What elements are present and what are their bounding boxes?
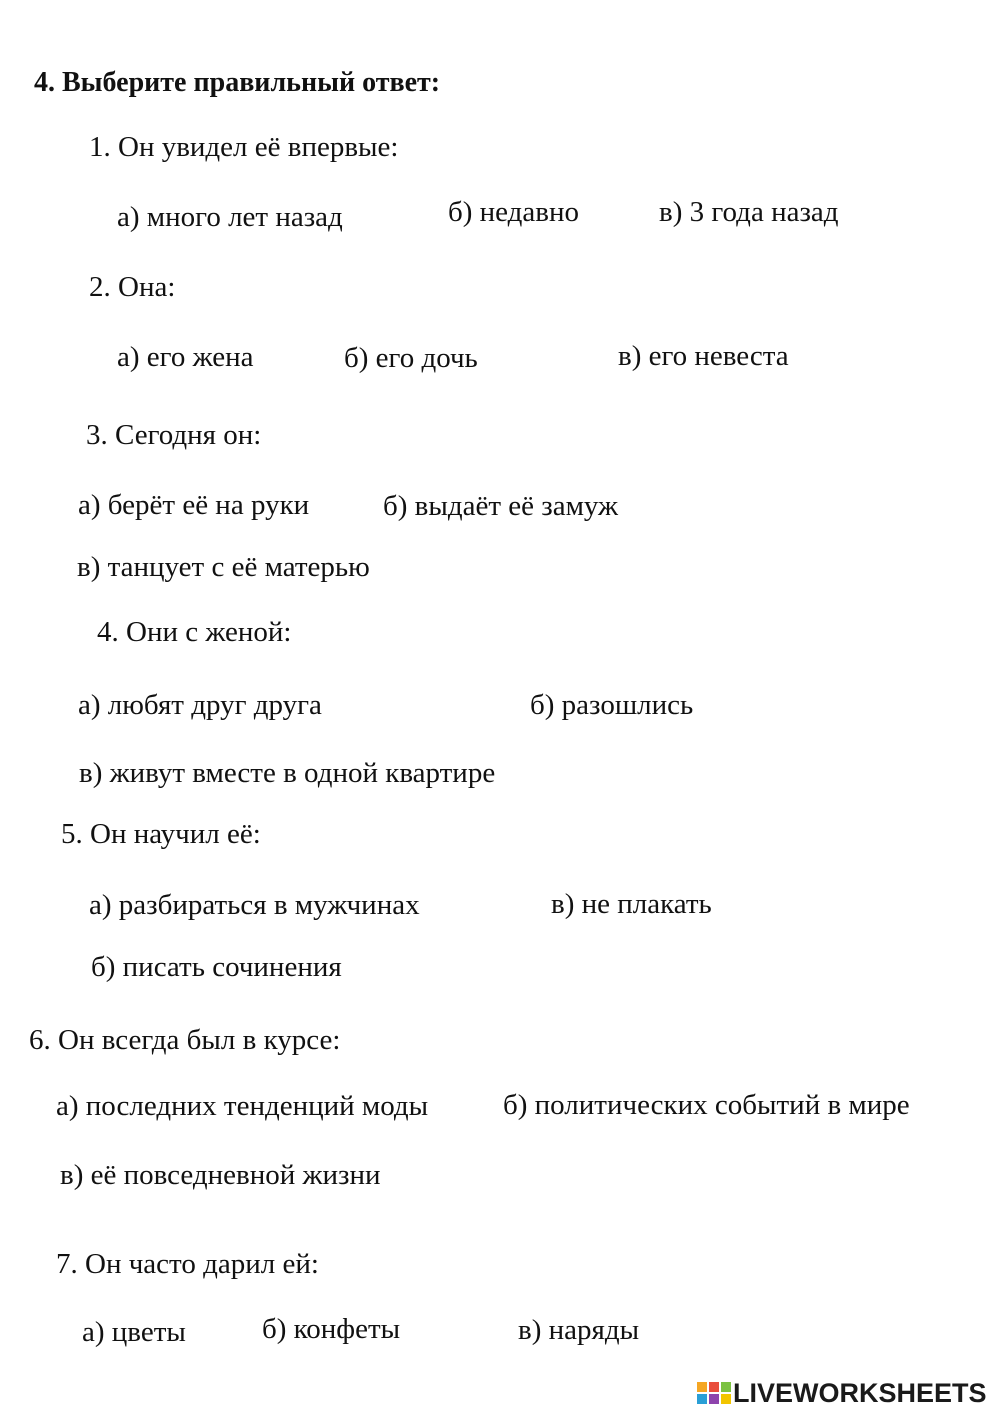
question-1-option-c[interactable]: в) 3 года назад bbox=[659, 196, 839, 228]
liveworksheets-logo bbox=[697, 1377, 987, 1409]
question-2-option-b[interactable]: б) его дочь bbox=[344, 342, 478, 374]
question-3-option-b[interactable]: б) выдаёт её замуж bbox=[383, 490, 619, 522]
logo-square bbox=[709, 1394, 719, 1404]
question-5-option-b[interactable]: б) писать сочинения bbox=[91, 951, 342, 983]
question-4-option-b[interactable]: б) разошлись bbox=[530, 689, 694, 721]
logo-square bbox=[697, 1394, 707, 1404]
question-1-option-b[interactable]: б) недавно bbox=[448, 196, 580, 228]
question-5-prompt: 5. Он научил её: bbox=[61, 818, 261, 850]
question-1-option-a[interactable]: а) много лет назад bbox=[117, 201, 343, 233]
question-4-prompt: 4. Они с женой: bbox=[97, 616, 292, 648]
question-2-option-a[interactable]: а) его жена bbox=[117, 341, 254, 373]
question-6-option-a[interactable]: а) последних тенденций моды bbox=[56, 1090, 429, 1122]
logo-square bbox=[697, 1382, 707, 1392]
question-3-option-c[interactable]: в) танцует с её матерью bbox=[77, 551, 370, 583]
question-6-option-b[interactable]: б) политических событий в мире bbox=[503, 1089, 910, 1121]
question-2-option-c[interactable]: в) его невеста bbox=[618, 340, 789, 372]
question-7-option-a[interactable]: а) цветы bbox=[82, 1316, 186, 1348]
question-6-prompt: 6. Он всегда был в курсе: bbox=[29, 1024, 341, 1056]
question-6-option-c[interactable]: в) её повседневной жизни bbox=[60, 1159, 381, 1191]
question-3-option-a[interactable]: а) берёт её на руки bbox=[78, 489, 310, 521]
question-5-option-c[interactable]: в) не плакать bbox=[551, 888, 712, 920]
task-title: 4. Выберите правильный ответ: bbox=[34, 67, 441, 98]
logo-square bbox=[709, 1382, 719, 1392]
question-7-option-c[interactable]: в) наряды bbox=[518, 1314, 640, 1346]
question-4-option-c[interactable]: в) живут вместе в одной квартире bbox=[79, 757, 496, 789]
logo-square bbox=[721, 1382, 731, 1392]
logo-square bbox=[721, 1394, 731, 1404]
question-2-prompt: 2. Она: bbox=[89, 271, 176, 303]
question-4-option-a[interactable]: а) любят друг друга bbox=[78, 689, 322, 721]
question-7-option-b[interactable]: б) конфеты bbox=[262, 1313, 401, 1345]
question-3-prompt: 3. Сегодня он: bbox=[86, 419, 262, 451]
question-1-prompt: 1. Он увидел её впервые: bbox=[89, 131, 399, 163]
question-5-option-a[interactable]: а) разбираться в мужчинах bbox=[89, 889, 420, 921]
liveworksheets-logo-icon bbox=[697, 1382, 731, 1404]
liveworksheets-wordmark: LIVEWORKSHEETS bbox=[733, 1377, 987, 1408]
question-7-prompt: 7. Он часто дарил ей: bbox=[56, 1248, 319, 1280]
